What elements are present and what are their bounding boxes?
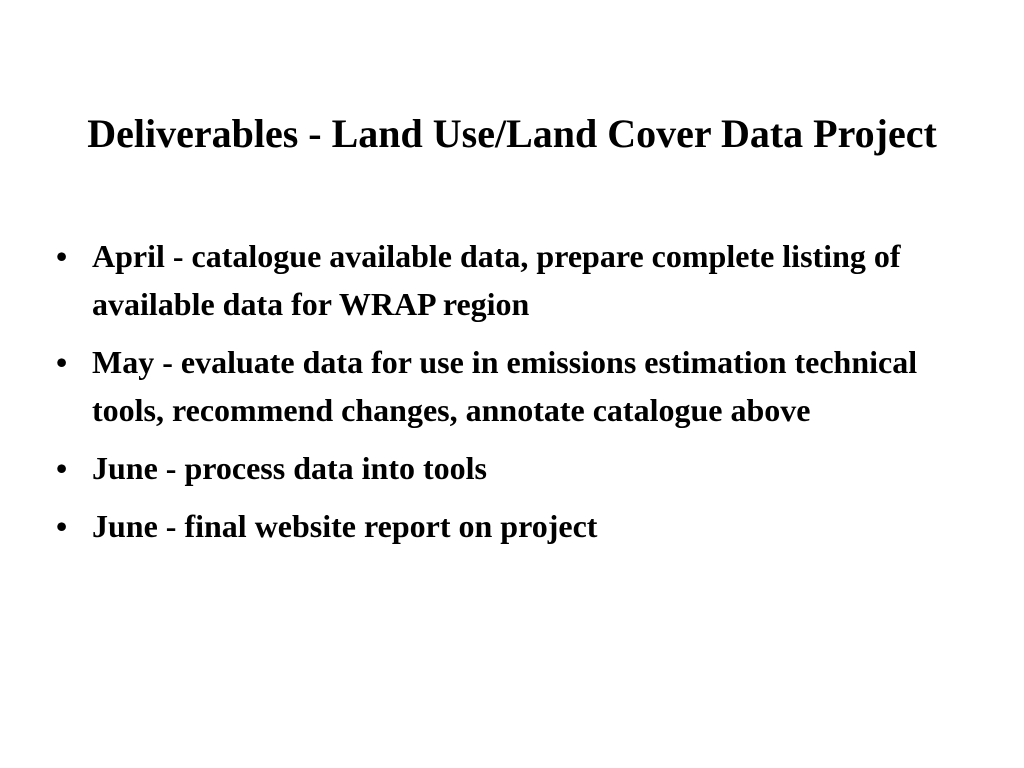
bullet-text: April - catalogue available data, prepare complete listing of available data for WRAP region xyxy=(92,238,901,322)
bullet-icon: • xyxy=(56,508,68,544)
bullet-icon: • xyxy=(56,344,68,380)
slide-title: Deliverables - Land Use/Land Cover Data Project xyxy=(87,111,937,156)
list-item xyxy=(56,338,986,434)
bullet-icon: • xyxy=(56,450,68,486)
list-item xyxy=(56,502,986,550)
list-item xyxy=(56,232,986,328)
bullet-text: June - process data into tools xyxy=(92,450,487,486)
bullet-list xyxy=(56,232,986,560)
bullet-text: May - evaluate data for use in emissions estimation technical tools, recommend changes, annotate catalogue above xyxy=(92,344,918,428)
bullet-icon: • xyxy=(56,238,68,274)
list-item xyxy=(56,444,986,492)
bullet-text: June - final website report on project xyxy=(92,508,598,544)
